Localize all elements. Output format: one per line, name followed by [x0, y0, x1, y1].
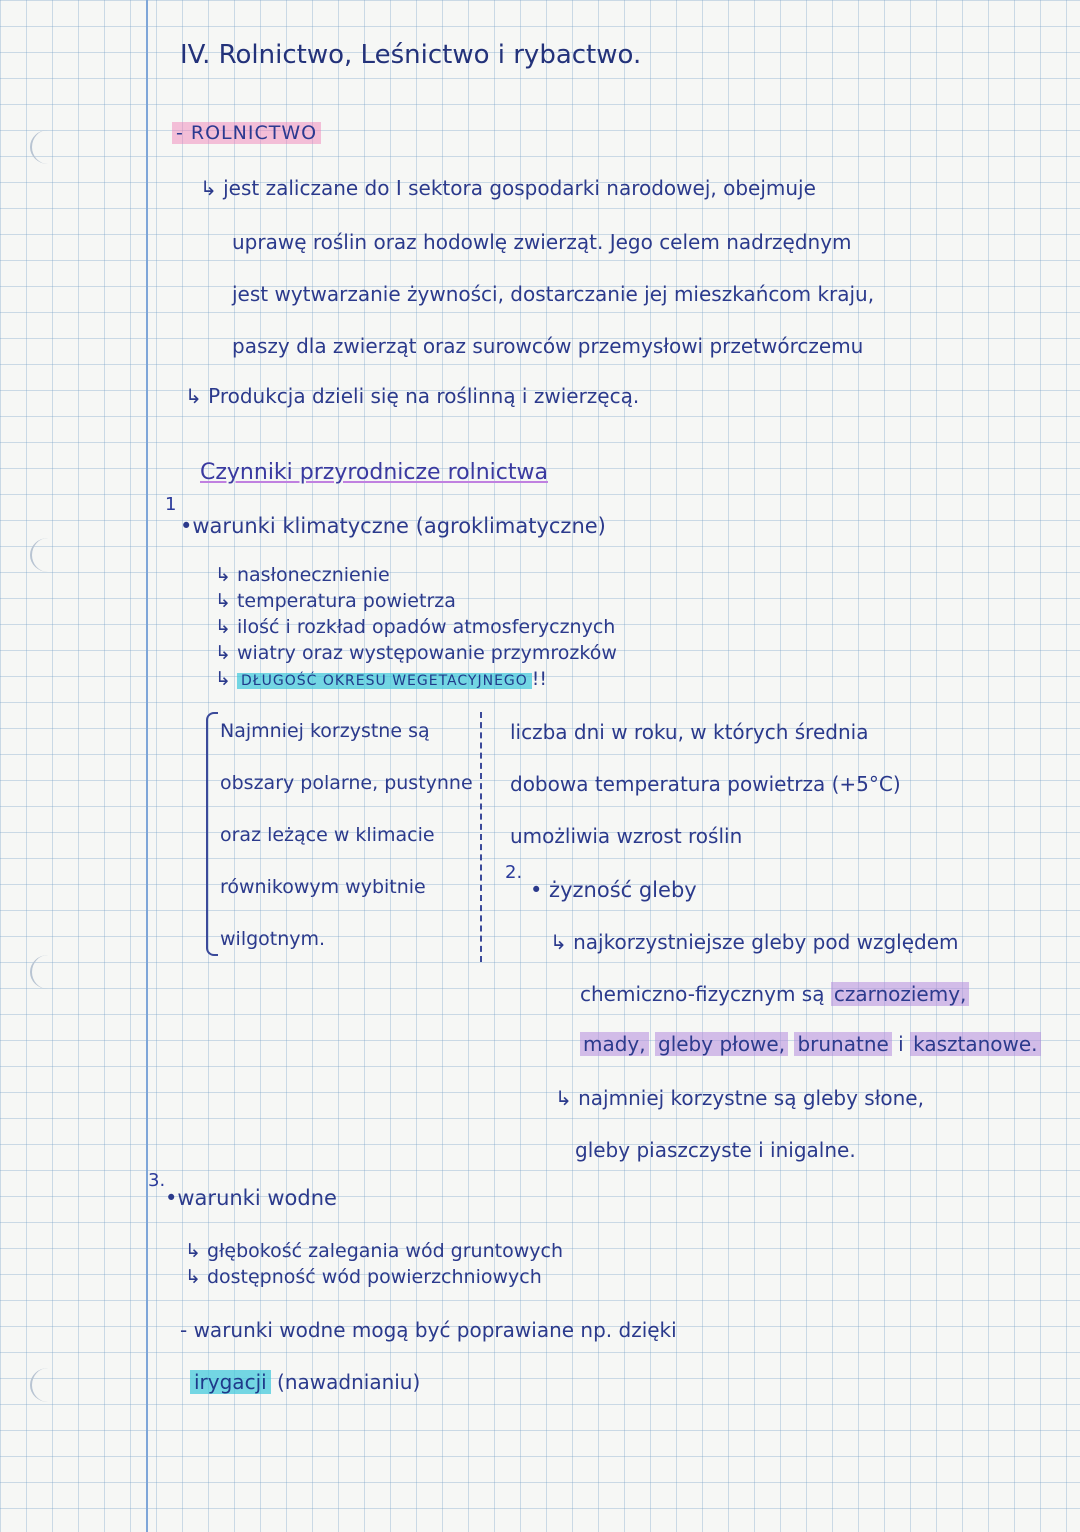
intro-line: uprawę roślin oraz hodowlę zwierząt. Jego celem nadrzędnym [232, 230, 852, 254]
right-note-line: umożliwia wzrost roślin [510, 824, 743, 848]
climate-item: ↳ temperatura powietrza [215, 590, 456, 612]
intro-line: jest wytwarzanie żywności, dostarczanie jej mieszkańcom kraju, [232, 282, 875, 306]
brace [206, 712, 218, 956]
left-note-line: równikowym wybitnie [220, 876, 426, 898]
soil-line: chemiczno-fizycznym są czarnoziemy, [580, 982, 969, 1006]
soil-line: ↳ najmniej korzystne są gleby słone, [555, 1086, 924, 1110]
item-number: 1 [165, 494, 177, 515]
climate-heading: •warunki klimatyczne (agroklimatyczne) [180, 514, 606, 538]
margin-line [146, 0, 148, 1532]
intro-line: ↳ jest zaliczane do I sektora gospodarki narodowej, obejmuje [200, 176, 816, 200]
climate-item: ↳ nasłonecznienie [215, 564, 390, 586]
right-note-line: dobowa temperatura powietrza (+5°C) [510, 772, 901, 796]
binder-hole [30, 538, 66, 572]
item-number: 3. [148, 1170, 166, 1191]
right-note-line: liczba dni w roku, w których średnia [510, 720, 869, 744]
climate-item: ↳ ilość i rozkład opadów atmosferycznych [215, 616, 616, 638]
left-note-line: obszary polarne, pustynne [220, 772, 473, 794]
intro-line: paszy dla zwierząt oraz surowców przemysłowi przetwórczemu [232, 334, 864, 358]
water-heading: •warunki wodne [165, 1186, 337, 1210]
soil-line: mady, gleby płowe, brunatne i kasztanowe. [580, 1032, 1041, 1056]
binder-hole [30, 130, 66, 164]
left-note-line: oraz leżące w klimacie [220, 824, 435, 846]
soil-heading: • żyzność gleby [530, 878, 697, 902]
section-label: - ROLNICTWO [172, 122, 321, 145]
soil-line: gleby piaszczyste i inigalne. [575, 1138, 856, 1162]
page-title: IV. Rolnictwo, Leśnictwo i rybactwo. [180, 40, 642, 70]
binder-hole [30, 955, 66, 989]
left-note-line: Najmniej korzystne są [220, 720, 430, 742]
divider [480, 712, 482, 962]
binder-hole [30, 1368, 66, 1402]
soil-line: ↳ najkorzystniejsze gleby pod względem [550, 930, 959, 954]
climate-highlight: ↳ DŁUGOŚĆ OKRESU WEGETACYJNEGO !! [215, 668, 548, 690]
climate-item: ↳ wiatry oraz występowanie przymrozków [215, 642, 617, 664]
left-note-line: wilgotnym. [220, 928, 326, 950]
water-note: - warunki wodne mogą być poprawiane np. dzięki [180, 1318, 677, 1342]
factors-heading: Czynniki przyrodnicze rolnictwa [200, 460, 548, 485]
water-item: ↳ dostępność wód powierzchniowych [185, 1266, 542, 1288]
water-note: irygacji (nawadnianiu) [190, 1370, 420, 1394]
water-item: ↳ głębokość zalegania wód gruntowych [185, 1240, 563, 1262]
intro-line: ↳ Produkcja dzieli się na roślinną i zwierzęcą. [185, 384, 640, 408]
item-number: 2. [505, 862, 523, 883]
